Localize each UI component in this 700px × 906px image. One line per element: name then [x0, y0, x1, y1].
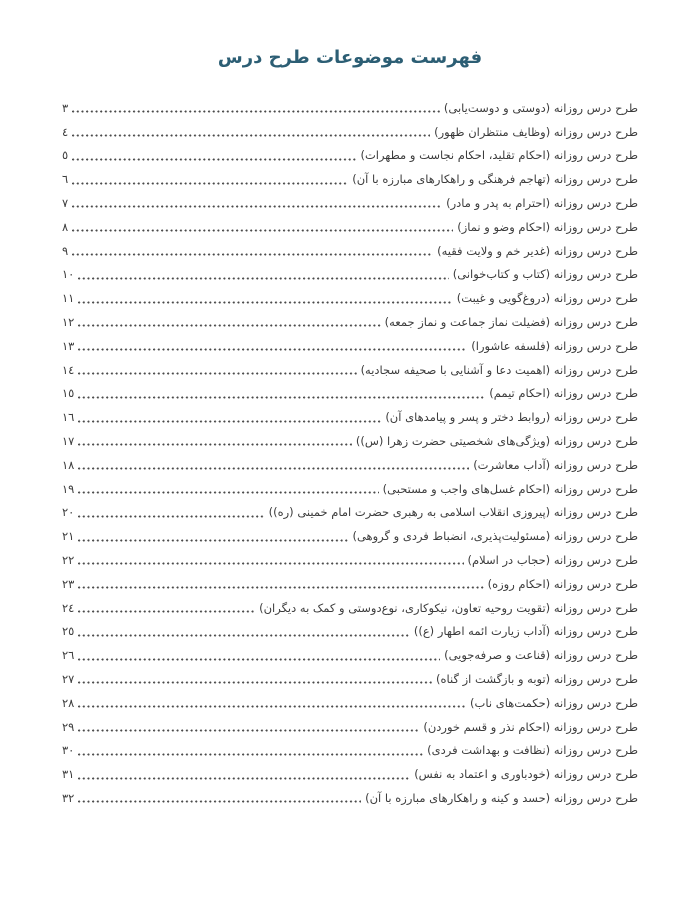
- toc-entry-label: طرح درس روزانه (دوستی و دوست‌یابی): [443, 100, 638, 115]
- dot-leader: [72, 239, 433, 263]
- toc-entry: [62, 120, 638, 144]
- toc-entry: [62, 524, 638, 548]
- toc-entry-page-number: ٨: [62, 219, 69, 234]
- toc-entry: [62, 762, 638, 786]
- toc-entry-page-number: ٢١: [62, 529, 75, 544]
- toc-entry: [62, 263, 638, 287]
- toc-entry-page-number: ٢٨: [62, 695, 75, 710]
- toc-entry-page-number: ١٨: [62, 457, 75, 472]
- toc-entry: [62, 286, 638, 310]
- toc-entry-label: طرح درس روزانه (آداب معاشرت): [473, 457, 638, 472]
- toc-entry-label: طرح درس روزانه (احترام به پدر و مادر): [446, 196, 638, 211]
- toc-entry-page-number: ٢٤: [62, 600, 75, 615]
- toc-entry-label: طرح درس روزانه (نظافت و بهداشت فردی): [427, 743, 638, 758]
- toc-entry-label: طرح درس روزانه (خودباوری و اعتماد به نفس): [414, 767, 638, 782]
- dot-leader: [72, 96, 440, 120]
- toc-entry-page-number: ٣: [62, 100, 69, 115]
- dot-leader: [72, 120, 430, 144]
- toc-entry-page-number: ٢٧: [62, 672, 75, 687]
- dot-leader: [78, 548, 463, 572]
- toc-entry-page-number: ٢٦: [62, 648, 75, 663]
- dot-leader: [78, 429, 352, 453]
- toc-entry: [62, 667, 638, 691]
- dot-leader: [78, 643, 440, 667]
- toc-entry-label: طرح درس روزانه (روابط دختر و پسر و پیامدهای آن): [385, 410, 638, 425]
- toc-entry-page-number: ٥: [62, 148, 69, 163]
- toc-entry-page-number: ٤: [62, 124, 69, 139]
- dot-leader: [72, 167, 348, 191]
- dot-leader: [78, 334, 467, 358]
- dot-leader: [78, 667, 432, 691]
- toc-entry: [62, 144, 638, 168]
- toc-entry-label: طرح درس روزانه (فضیلت نماز جماعت و نماز جمعه): [384, 315, 638, 330]
- dot-leader: [78, 739, 423, 763]
- toc-entry-page-number: ١٩: [62, 481, 75, 496]
- toc-list: [62, 96, 638, 810]
- toc-entry: [62, 239, 638, 263]
- toc-entry: [62, 477, 638, 501]
- toc-entry-label: طرح درس روزانه (احکام تیمم): [489, 386, 638, 401]
- toc-entry-page-number: ٣٢: [62, 791, 75, 805]
- toc-entry-label: طرح درس روزانه (حکمت‌های ناب): [470, 695, 638, 710]
- toc-entry-label: طرح درس روزانه (دروغ‌گویی و غیبت): [456, 291, 638, 306]
- dot-leader: [72, 191, 442, 215]
- toc-entry-page-number: ٢٥: [62, 624, 75, 639]
- dot-leader: [72, 215, 453, 239]
- toc-entry-label: طرح درس روزانه (تقویت روحیه تعاون، نیکوکاری، نوع‌دوستی و کمک به دیگران): [259, 600, 638, 615]
- toc-entry-page-number: ٩: [62, 243, 69, 258]
- dot-leader: [78, 453, 469, 477]
- toc-entry: [62, 334, 638, 358]
- toc-entry-label: طرح درس روزانه (کتاب و کتاب‌خوانی): [452, 267, 638, 282]
- toc-entry-page-number: ١٠: [62, 267, 75, 282]
- toc-entry-page-number: ٢٣: [62, 576, 75, 591]
- dot-leader: [78, 786, 361, 810]
- toc-entry-label: طرح درس روزانه (توبه و بازگشت از گناه): [436, 672, 638, 687]
- toc-entry-page-number: ١٤: [62, 362, 75, 377]
- toc-entry: [62, 310, 638, 334]
- dot-leader: [78, 263, 448, 287]
- toc-entry: [62, 643, 638, 667]
- dot-leader: [78, 405, 381, 429]
- toc-entry: [62, 620, 638, 644]
- toc-entry-page-number: ٧: [62, 196, 69, 211]
- toc-entry-label: طرح درس روزانه (قناعت و صرفه‌جویی): [444, 648, 638, 663]
- toc-entry: [62, 382, 638, 406]
- dot-leader: [78, 715, 419, 739]
- toc-entry-page-number: ١٣: [62, 338, 75, 353]
- toc-entry-label: طرح درس روزانه (وظایف منتظران ظهور): [434, 124, 638, 139]
- toc-entry-page-number: ١٦: [62, 410, 75, 425]
- toc-entry: [62, 191, 638, 215]
- toc-entry: [62, 572, 638, 596]
- toc-entry: [62, 96, 638, 120]
- toc-entry-label: طرح درس روزانه (مسئولیت‌پذیری، انضباط فردی و گروهی): [352, 529, 638, 544]
- toc-entry-label: طرح درس روزانه (فلسفه عاشورا): [471, 338, 638, 353]
- toc-entry-page-number: ٢٢: [62, 553, 75, 568]
- dot-leader: [78, 477, 378, 501]
- toc-entry-page-number: ١١: [62, 291, 75, 306]
- toc-entry-label: طرح درس روزانه (ویژگی‌های شخصیتی حضرت زهرا (س)): [355, 434, 638, 449]
- toc-entry-page-number: ١٧: [62, 434, 75, 449]
- toc-entry: [62, 167, 638, 191]
- toc-entry-label: طرح درس روزانه (حسد و کینه و راهکارهای مبارزه با آن): [365, 791, 638, 805]
- toc-entry-page-number: ٢٠: [62, 505, 75, 520]
- toc-entry: [62, 215, 638, 239]
- page-title: فهرست موضوعات طرح درس: [217, 47, 483, 68]
- toc-entry: [62, 691, 638, 715]
- toc-entry-label: طرح درس روزانه (غدیر خم و ولایت فقیه): [437, 243, 638, 258]
- dot-leader: [78, 358, 356, 382]
- toc-entry: [62, 596, 638, 620]
- dot-leader: [78, 691, 466, 715]
- toc-entry-label: طرح درس روزانه (احکام وضو و نماز): [457, 219, 638, 234]
- toc-entry: [62, 453, 638, 477]
- toc-entry: [62, 739, 638, 763]
- toc-entry: [62, 548, 638, 572]
- dot-leader: [78, 524, 348, 548]
- dot-leader: [78, 596, 255, 620]
- dot-leader: [78, 310, 380, 334]
- toc-entry-label: طرح درس روزانه (احکام تقلید، احکام نجاست و مطهرات): [360, 148, 638, 163]
- toc-entry: [62, 358, 638, 382]
- toc-entry-page-number: ١٥: [62, 386, 75, 401]
- toc-entry-page-number: ١٢: [62, 315, 75, 330]
- dot-leader: [78, 286, 452, 310]
- toc-entry-label: طرح درس روزانه (آداب زیارت ائمه اطهار (ع)): [413, 624, 638, 639]
- dot-leader: [78, 620, 409, 644]
- dot-leader: [78, 762, 410, 786]
- toc-entry: [62, 501, 638, 525]
- toc-entry-label: طرح درس روزانه (تهاجم فرهنگی و راهکارهای مبارزه با آن): [352, 172, 638, 187]
- toc-entry: [62, 715, 638, 739]
- toc-entry-label: طرح درس روزانه (پیروزی انقلاب اسلامی به رهبری حضرت امام خمینی (ره)): [268, 505, 638, 520]
- toc-entry-label: طرح درس روزانه (احکام نذر و قسم خوردن): [423, 719, 638, 734]
- toc-entry: [62, 786, 638, 810]
- toc-entry: [62, 405, 638, 429]
- toc-entry-page-number: ٣٠: [62, 743, 75, 758]
- toc-entry-page-number: ٢٩: [62, 719, 75, 734]
- toc-entry-page-number: ٣١: [62, 767, 75, 782]
- dot-leader: [72, 144, 356, 168]
- dot-leader: [78, 382, 485, 406]
- dot-leader: [78, 572, 483, 596]
- toc-entry-label: طرح درس روزانه (اهمیت دعا و آشنایی با صحیفه سجادیه): [360, 362, 638, 377]
- toc-entry-label: طرح درس روزانه (حجاب در اسلام): [467, 553, 638, 568]
- toc-entry: [62, 429, 638, 453]
- dot-leader: [78, 501, 264, 525]
- toc-entry-label: طرح درس روزانه (احکام غسل‌های واجب و مستحبی): [382, 481, 638, 496]
- toc-entry-page-number: ٦: [62, 172, 69, 187]
- toc-entry-label: طرح درس روزانه (احکام روزه): [487, 576, 638, 591]
